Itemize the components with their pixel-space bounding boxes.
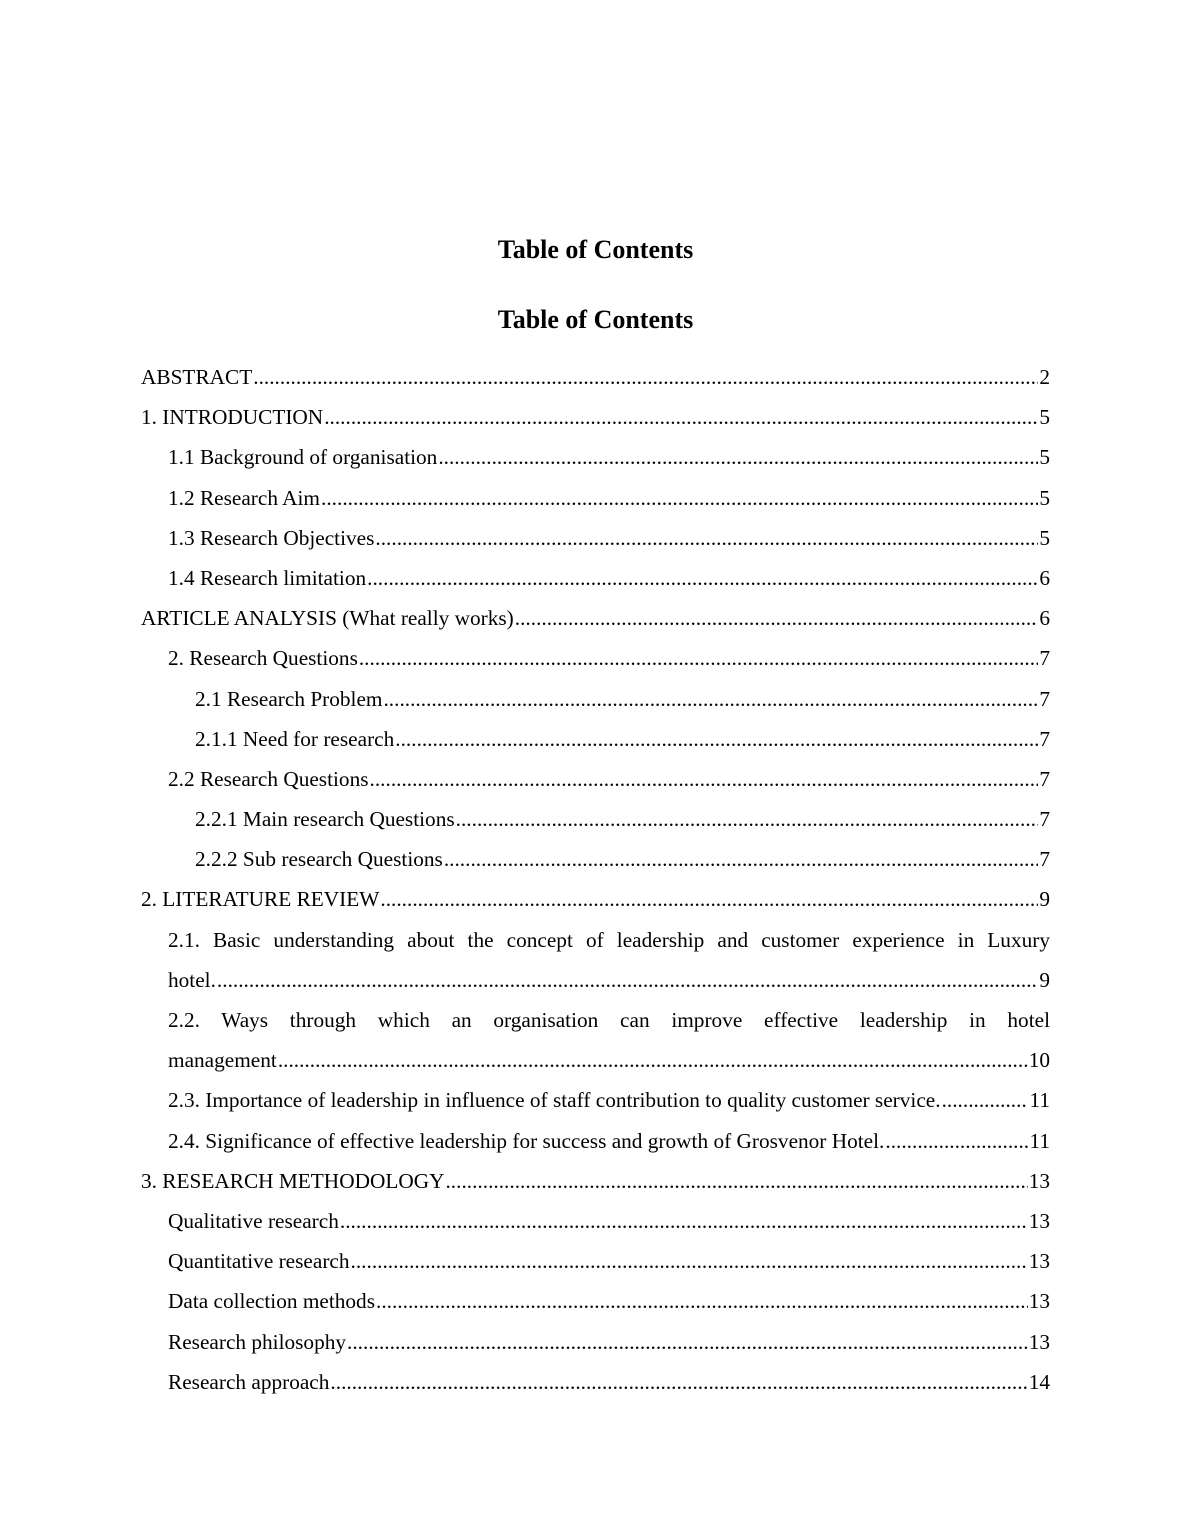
- dot-leader: [438, 437, 1038, 477]
- toc-entry-text: Research philosophy: [168, 1329, 347, 1354]
- toc-entry-text-line1: 2.2. Ways through which an organisation can improve effective leadership in hotel: [168, 1008, 1050, 1033]
- toc-entry[interactable]: [141, 879, 1050, 919]
- toc-entry[interactable]: [168, 558, 1050, 598]
- toc-page-number: 13: [1028, 1249, 1050, 1274]
- toc-page-number: 14: [1028, 1369, 1050, 1394]
- toc-entry-line: [168, 638, 1050, 678]
- toc-entry-line: [168, 1362, 1050, 1402]
- toc-entry-text: 2.4. Significance of effective leadership for success and growth of Grosvenor Hotel.: [168, 1128, 885, 1153]
- toc-entry[interactable]: [168, 759, 1050, 799]
- toc-entry[interactable]: [168, 518, 1050, 558]
- toc-entry[interactable]: [168, 1201, 1050, 1241]
- dot-leader: [942, 1080, 1029, 1120]
- dot-leader: [885, 1121, 1028, 1161]
- toc-entry-line: [168, 1322, 1050, 1362]
- toc-entry[interactable]: [141, 397, 1050, 437]
- toc-heading: Table of Contents: [497, 305, 694, 334]
- dot-leader: [370, 759, 1039, 799]
- dot-leader: [380, 879, 1038, 919]
- toc-entry-text: 2.3. Importance of leadership in influence of staff contribution to quality customer service.: [168, 1088, 941, 1113]
- toc-entry-text: 1.2 Research Aim: [168, 485, 321, 510]
- toc-entry-line: [195, 719, 1050, 759]
- toc-entry-text: management: [168, 1048, 277, 1073]
- toc-page-number: 7: [1039, 766, 1050, 791]
- toc-entry[interactable]: [141, 357, 1050, 397]
- toc-entry[interactable]: [195, 679, 1050, 719]
- toc-page-number: 5: [1039, 525, 1050, 550]
- toc-page-number: 13: [1028, 1208, 1050, 1233]
- toc-entry-line: [168, 518, 1050, 558]
- toc-page-number: 7: [1039, 807, 1050, 832]
- toc-entry-text: Research approach: [168, 1369, 330, 1394]
- toc-entry-text: 2.1 Research Problem: [195, 686, 383, 711]
- toc-entry[interactable]: [195, 839, 1050, 879]
- toc-entry-line: [195, 839, 1050, 879]
- toc-entry[interactable]: [168, 1281, 1050, 1321]
- dot-leader: [376, 1281, 1028, 1321]
- dot-leader: [278, 1040, 1028, 1080]
- toc-entry[interactable]: [168, 1000, 1050, 1080]
- toc-entry[interactable]: [195, 799, 1050, 839]
- dot-leader: [367, 558, 1038, 598]
- toc-entry-text: 2.1.1 Need for research: [195, 726, 395, 751]
- toc-entry-line: [141, 357, 1050, 397]
- toc-page-number: 11: [1029, 1088, 1050, 1113]
- toc-entry-text: 2.2 Research Questions: [168, 766, 369, 791]
- toc-entry-line: [168, 1281, 1050, 1321]
- toc-entry-line: [168, 759, 1050, 799]
- toc-page-number: 6: [1039, 606, 1050, 631]
- toc-page-number: 11: [1029, 1128, 1050, 1153]
- toc-entry-text: Qualitative research: [168, 1208, 339, 1233]
- toc-entry[interactable]: [168, 478, 1050, 518]
- toc-page-number: 7: [1039, 847, 1050, 872]
- toc-page-number: 7: [1039, 686, 1050, 711]
- dot-leader: [445, 1161, 1027, 1201]
- toc-entry-text: 3. RESEARCH METHODOLOGY: [141, 1168, 445, 1193]
- toc-entry[interactable]: [168, 437, 1050, 477]
- toc-entry-line: [168, 1201, 1050, 1241]
- toc-page-number: 13: [1028, 1289, 1050, 1314]
- toc-entry-text: Data collection methods: [168, 1289, 375, 1314]
- toc-entry-line: [168, 1080, 1050, 1120]
- toc-entry-text: hotel.: [168, 967, 216, 992]
- toc-entry-line: [168, 1040, 1050, 1080]
- toc-page-number: 7: [1039, 726, 1050, 751]
- toc-page-number: 5: [1039, 485, 1050, 510]
- toc-entry-text: 1.4 Research limitation: [168, 565, 367, 590]
- toc-entry-line: [195, 679, 1050, 719]
- dot-leader: [515, 598, 1039, 638]
- toc-entry[interactable]: [141, 1161, 1050, 1201]
- toc-entry-line: [168, 478, 1050, 518]
- toc-entry-line: [168, 960, 1050, 1000]
- toc-entry-line: [168, 558, 1050, 598]
- toc-page-number: 7: [1039, 646, 1050, 671]
- toc-entry-line: [141, 1161, 1050, 1201]
- toc-entry[interactable]: [141, 598, 1050, 638]
- toc-entry-text: ABSTRACT: [141, 365, 253, 389]
- toc-page-number: 9: [1039, 887, 1050, 912]
- toc-page-number: 6: [1039, 565, 1050, 590]
- dot-leader: [347, 1322, 1028, 1362]
- dot-leader: [330, 1362, 1027, 1402]
- toc-entry-text: 2.2.2 Sub research Questions: [195, 847, 443, 872]
- toc-entry-text: 2.2.1 Main research Questions: [195, 807, 455, 832]
- toc-page-number: 13: [1028, 1168, 1050, 1193]
- toc-entry[interactable]: [168, 1080, 1050, 1120]
- dot-leader: [217, 960, 1038, 1000]
- toc-page-number: 2: [1039, 365, 1050, 389]
- toc-entry-text: ARTICLE ANALYSIS (What really works): [141, 606, 514, 631]
- toc-entry-line: [141, 598, 1050, 638]
- toc-entry[interactable]: [168, 1362, 1050, 1402]
- toc-entry-line: [141, 397, 1050, 437]
- table-of-contents: [141, 357, 1050, 1402]
- toc-page-number: 5: [1039, 405, 1050, 430]
- dot-leader: [321, 478, 1038, 518]
- toc-entry-line: [168, 437, 1050, 477]
- dot-leader: [359, 638, 1038, 678]
- toc-page-number: 9: [1039, 967, 1050, 992]
- toc-heading: Table of Contents: [497, 235, 694, 264]
- toc-entry[interactable]: [195, 719, 1050, 759]
- toc-entry-line: [195, 799, 1050, 839]
- toc-page-number: 13: [1028, 1329, 1050, 1354]
- toc-entry[interactable]: [168, 1322, 1050, 1362]
- toc-entry-text: 1.3 Research Objectives: [168, 525, 375, 550]
- dot-leader: [444, 839, 1039, 879]
- toc-entry-line: [168, 1241, 1050, 1281]
- toc-entry-text: 2. Research Questions: [168, 646, 358, 671]
- toc-page-number: 5: [1039, 445, 1050, 470]
- toc-entry-text: Quantitative research: [168, 1249, 350, 1274]
- dot-leader: [456, 799, 1039, 839]
- toc-entry[interactable]: [168, 638, 1050, 678]
- toc-entry-text: 1. INTRODUCTION: [141, 405, 324, 430]
- dot-leader: [253, 357, 1038, 397]
- toc-entry-text: 2. LITERATURE REVIEW: [141, 887, 380, 912]
- dot-leader: [395, 719, 1038, 759]
- dot-leader: [324, 397, 1038, 437]
- toc-entry[interactable]: [168, 1241, 1050, 1281]
- toc-entry[interactable]: [168, 920, 1050, 1000]
- dot-leader: [375, 518, 1038, 558]
- dot-leader: [383, 679, 1038, 719]
- dot-leader: [351, 1241, 1028, 1281]
- toc-entry-text: 1.1 Background of organisation: [168, 445, 438, 470]
- toc-page-number: 10: [1028, 1048, 1050, 1073]
- toc-entry[interactable]: [168, 1121, 1050, 1161]
- toc-entry-line: [141, 879, 1050, 919]
- toc-entry-line: [168, 1121, 1050, 1161]
- dot-leader: [340, 1201, 1028, 1241]
- toc-entry-text-line1: 2.1. Basic understanding about the concept of leadership and customer experience in Luxury: [168, 927, 1050, 952]
